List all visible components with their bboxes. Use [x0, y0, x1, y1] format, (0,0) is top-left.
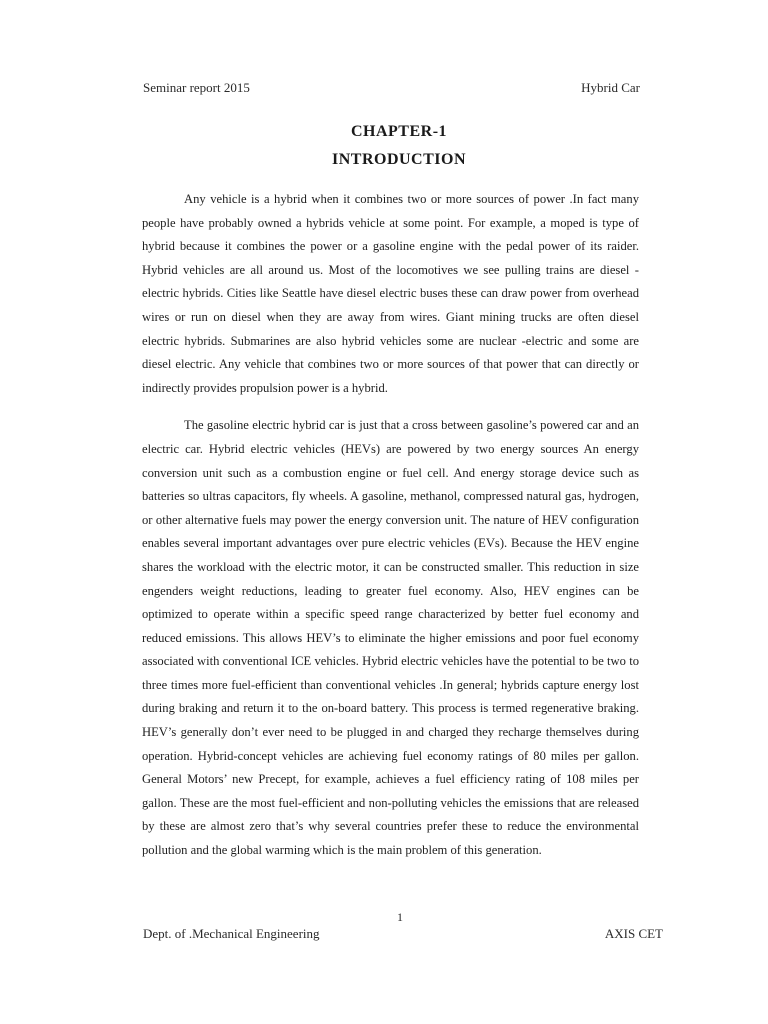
header-topic: Hybrid Car	[581, 80, 640, 95]
page-header	[143, 80, 640, 96]
chapter-number: CHAPTER-1	[350, 123, 448, 140]
chapter-heading	[0, 122, 768, 170]
footer-institution: AXIS CET	[604, 926, 663, 941]
paragraph-intro: Any vehicle is a hybrid when it combines two or more sources of power .In fact many people have probably owned a hybrids vehicle at some point. For example, a moped is type of hybrid because it combines the power or a gasoline engine with the pedal power of its raider. Hybrid vehicles are all around us. Most of the locomotives we see pulling trains are diesel -electric hybrids. Cities like Seattle have diesel electric buses these can draw power from overhead wires or run on diesel when they are away from wires. Giant mining trucks are often diesel electric hybrids. Submarines are also hybrid vehicles some are nuclear -electric and some are diesel electric. Any vehicle that combines two or more sources of that power that can directly or indirectly provides propulsion power is a hybrid.	[142, 192, 639, 395]
paragraph-gasoline-electric: The gasoline electric hybrid car is just that a cross between gasoline’s powered car and an electric car. Hybrid electric vehicles (HEVs) are powered by two energy sources An energy conversion unit such as a combustion engine or fuel cell. And energy storage device such as batteries so ultras capacitors, fly wheels. A gasoline, methanol, compressed natural gas, hydrogen, or other alternative fuels may power the energy conversion unit. The nature of HEV configuration enables several important advantages over pure electric vehicles (EVs). Because the HEV engine shares the workload with the electric motor, it can be constructed smaller. This reduction in size engenders weight reductions, leading to greater fuel economy. Also, HEV engines can be optimized to operate within a specific speed range characterized by better fuel economy and reduced emissions. This allows HEV’s to eliminate the higher emissions and poor fuel economy associated with conventional ICE vehicles. Hybrid electric vehicles have the potential to be two to three times more fuel-efficient than conventional vehicles .In general; hybrids capture energy lost during braking and return it to the on-board battery. This process is termed regenerative braking. HEV’s generally don’t ever need to be plugged in and charged they recharge themselves during operation. Hybrid-concept vehicles are achieving fuel economy ratings of 80 miles per gallon. General Motors’ new Precept, for example, achieves a fuel efficiency rating of 108 miles per gallon. These are the most fuel-efficient and non-polluting vehicles the emissions that are released by these are almost zero that’s why several countries prefer these to reduce the environmental pollution and the global warming which is the main problem of this generation.	[142, 418, 639, 858]
page-footer	[143, 926, 663, 942]
chapter-title: INTRODUCTION	[331, 151, 466, 168]
header-report-title: Seminar report 2015	[143, 80, 250, 95]
page-number: 1	[397, 910, 403, 924]
body-text	[142, 188, 639, 863]
footer-department: Dept. of .Mechanical Engineering	[143, 926, 320, 941]
